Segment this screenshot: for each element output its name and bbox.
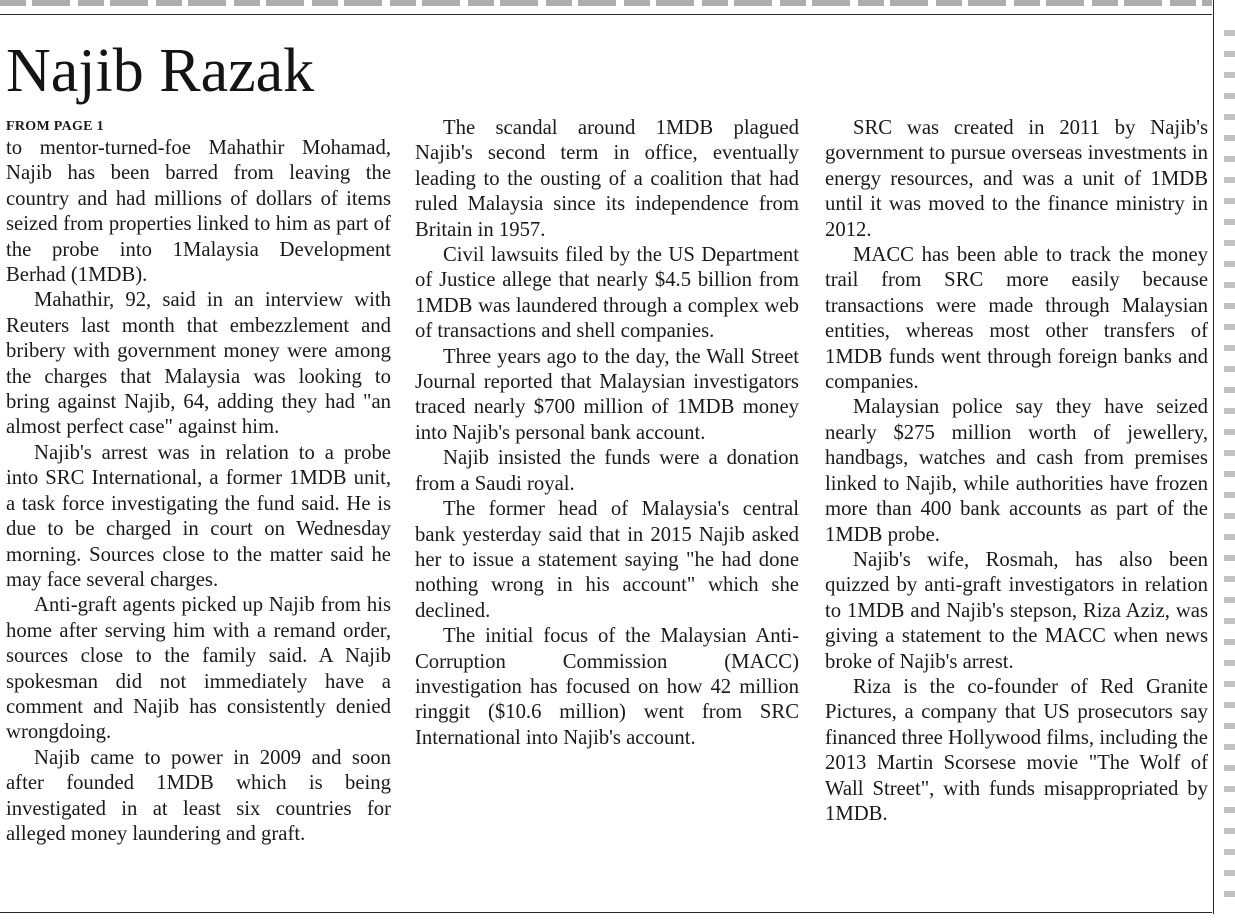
article-paragraph: Najib insisted the funds were a donation from a Saudi royal. (415, 447, 799, 495)
previous-article-cutoff (0, 0, 1212, 12)
article-paragraph: The scandal around 1MDB plagued Najib's second term in office, eventually leading to the ousting of a coalition that had ruled Malaysia since its independence from Britain in 1957. (415, 117, 799, 241)
article-paragraph: Riza is the co-founder of Red Granite Pictures, a company that US prosecutors say financed three Hollywood films, including the 2013 Martin Scorsese movie "The Wolf of Wall Street", with funds misappropriated by 1MDB. (825, 675, 1208, 825)
article-paragraph: Najib's wife, Rosmah, has also been quizzed by anti-graft investigators in relation to 1MDB and Najib's stepson, Riza Aziz, was giving a statement to the MACC when news broke of Najib's arrest. (825, 548, 1208, 673)
article-column-2 (415, 116, 799, 910)
article-paragraph: SRC was created in 2011 by Najib's government to pursue overseas investments in energy resources, and was a unit of 1MDB until it was moved to the finance ministry in 2012. (825, 117, 1208, 241)
article-paragraph: Anti-graft agents picked up Najib from his home after serving him with a remand order, sources close to the family said. A Najib spokesman did not immediately have a comment and Najib has consistently denied wrongdoing. (6, 594, 391, 744)
article-paragraph: to mentor-turned-foe Mahathir Mohamad, Najib has been barred from leaving the country and had millions of dollars of items seized from properties linked to him as part of the probe into 1Malaysia Development Berhad (1MDB). (6, 137, 391, 287)
bottom-rule (0, 912, 1212, 913)
article-paragraph: Three years ago to the day, the Wall Street Journal reported that Malaysian investigators traced nearly $700 million of 1MDB money into Najib's personal bank account. (415, 345, 799, 444)
article-paragraph: The former head of Malaysia's central bank yesterday said that in 2015 Najib asked her to issue a statement saying "he had done nothing wrong in his account" which she declined. (415, 498, 799, 622)
cutoff-text-remnant (0, 0, 1212, 6)
article-paragraph: Najib came to power in 2009 and soon after founded 1MDB which is being investigated in at least six countries for alleged money laundering and graft. (6, 746, 391, 845)
article-column-1 (6, 116, 391, 910)
right-column-rule (1213, 0, 1214, 914)
top-rule (0, 14, 1212, 15)
continuation-kicker: FROM PAGE 1 (6, 119, 104, 134)
adjacent-column-cutoff (1224, 30, 1235, 910)
article-paragraph: Civil lawsuits filed by the US Department of Justice allege that nearly $4.5 billion from 1MDB was laundered through a complex web of transactions and shell companies. (415, 244, 799, 343)
article-paragraph: MACC has been able to track the money trail from SRC more easily because transactions were made through Malaysian entities, whereas most other transfers of 1MDB funds went through foreign banks and companies. (825, 244, 1208, 394)
article-headline: Najib Razak (6, 37, 315, 105)
article-paragraph: The initial focus of the Malaysian Anti-Corruption Commission (MACC) investigation has focused on how 42 million ringgit ($10.6 million) went from SRC International into Najib's account. (415, 625, 799, 749)
article-column-3 (825, 116, 1208, 910)
article-paragraph: Mahathir, 92, said in an interview with Reuters last month that embezzlement and bribery with government money were among the charges that Malaysia was looking to bring against Najib, 64, adding they had "an almost perfect case" against him. (6, 289, 391, 439)
article-paragraph: Najib's arrest was in relation to a probe into SRC International, a former 1MDB unit, a task force investigating the fund said. He is due to be charged in court on Wednesday morning. Sources close to the matter said he may face several charges. (6, 441, 391, 591)
article-paragraph: Malaysian police say they have seized nearly $275 million worth of jewellery, handbags, watches and cash from premises linked to Najib, while authorities have frozen more than 400 bank accounts as part of the 1MDB probe. (825, 396, 1208, 546)
